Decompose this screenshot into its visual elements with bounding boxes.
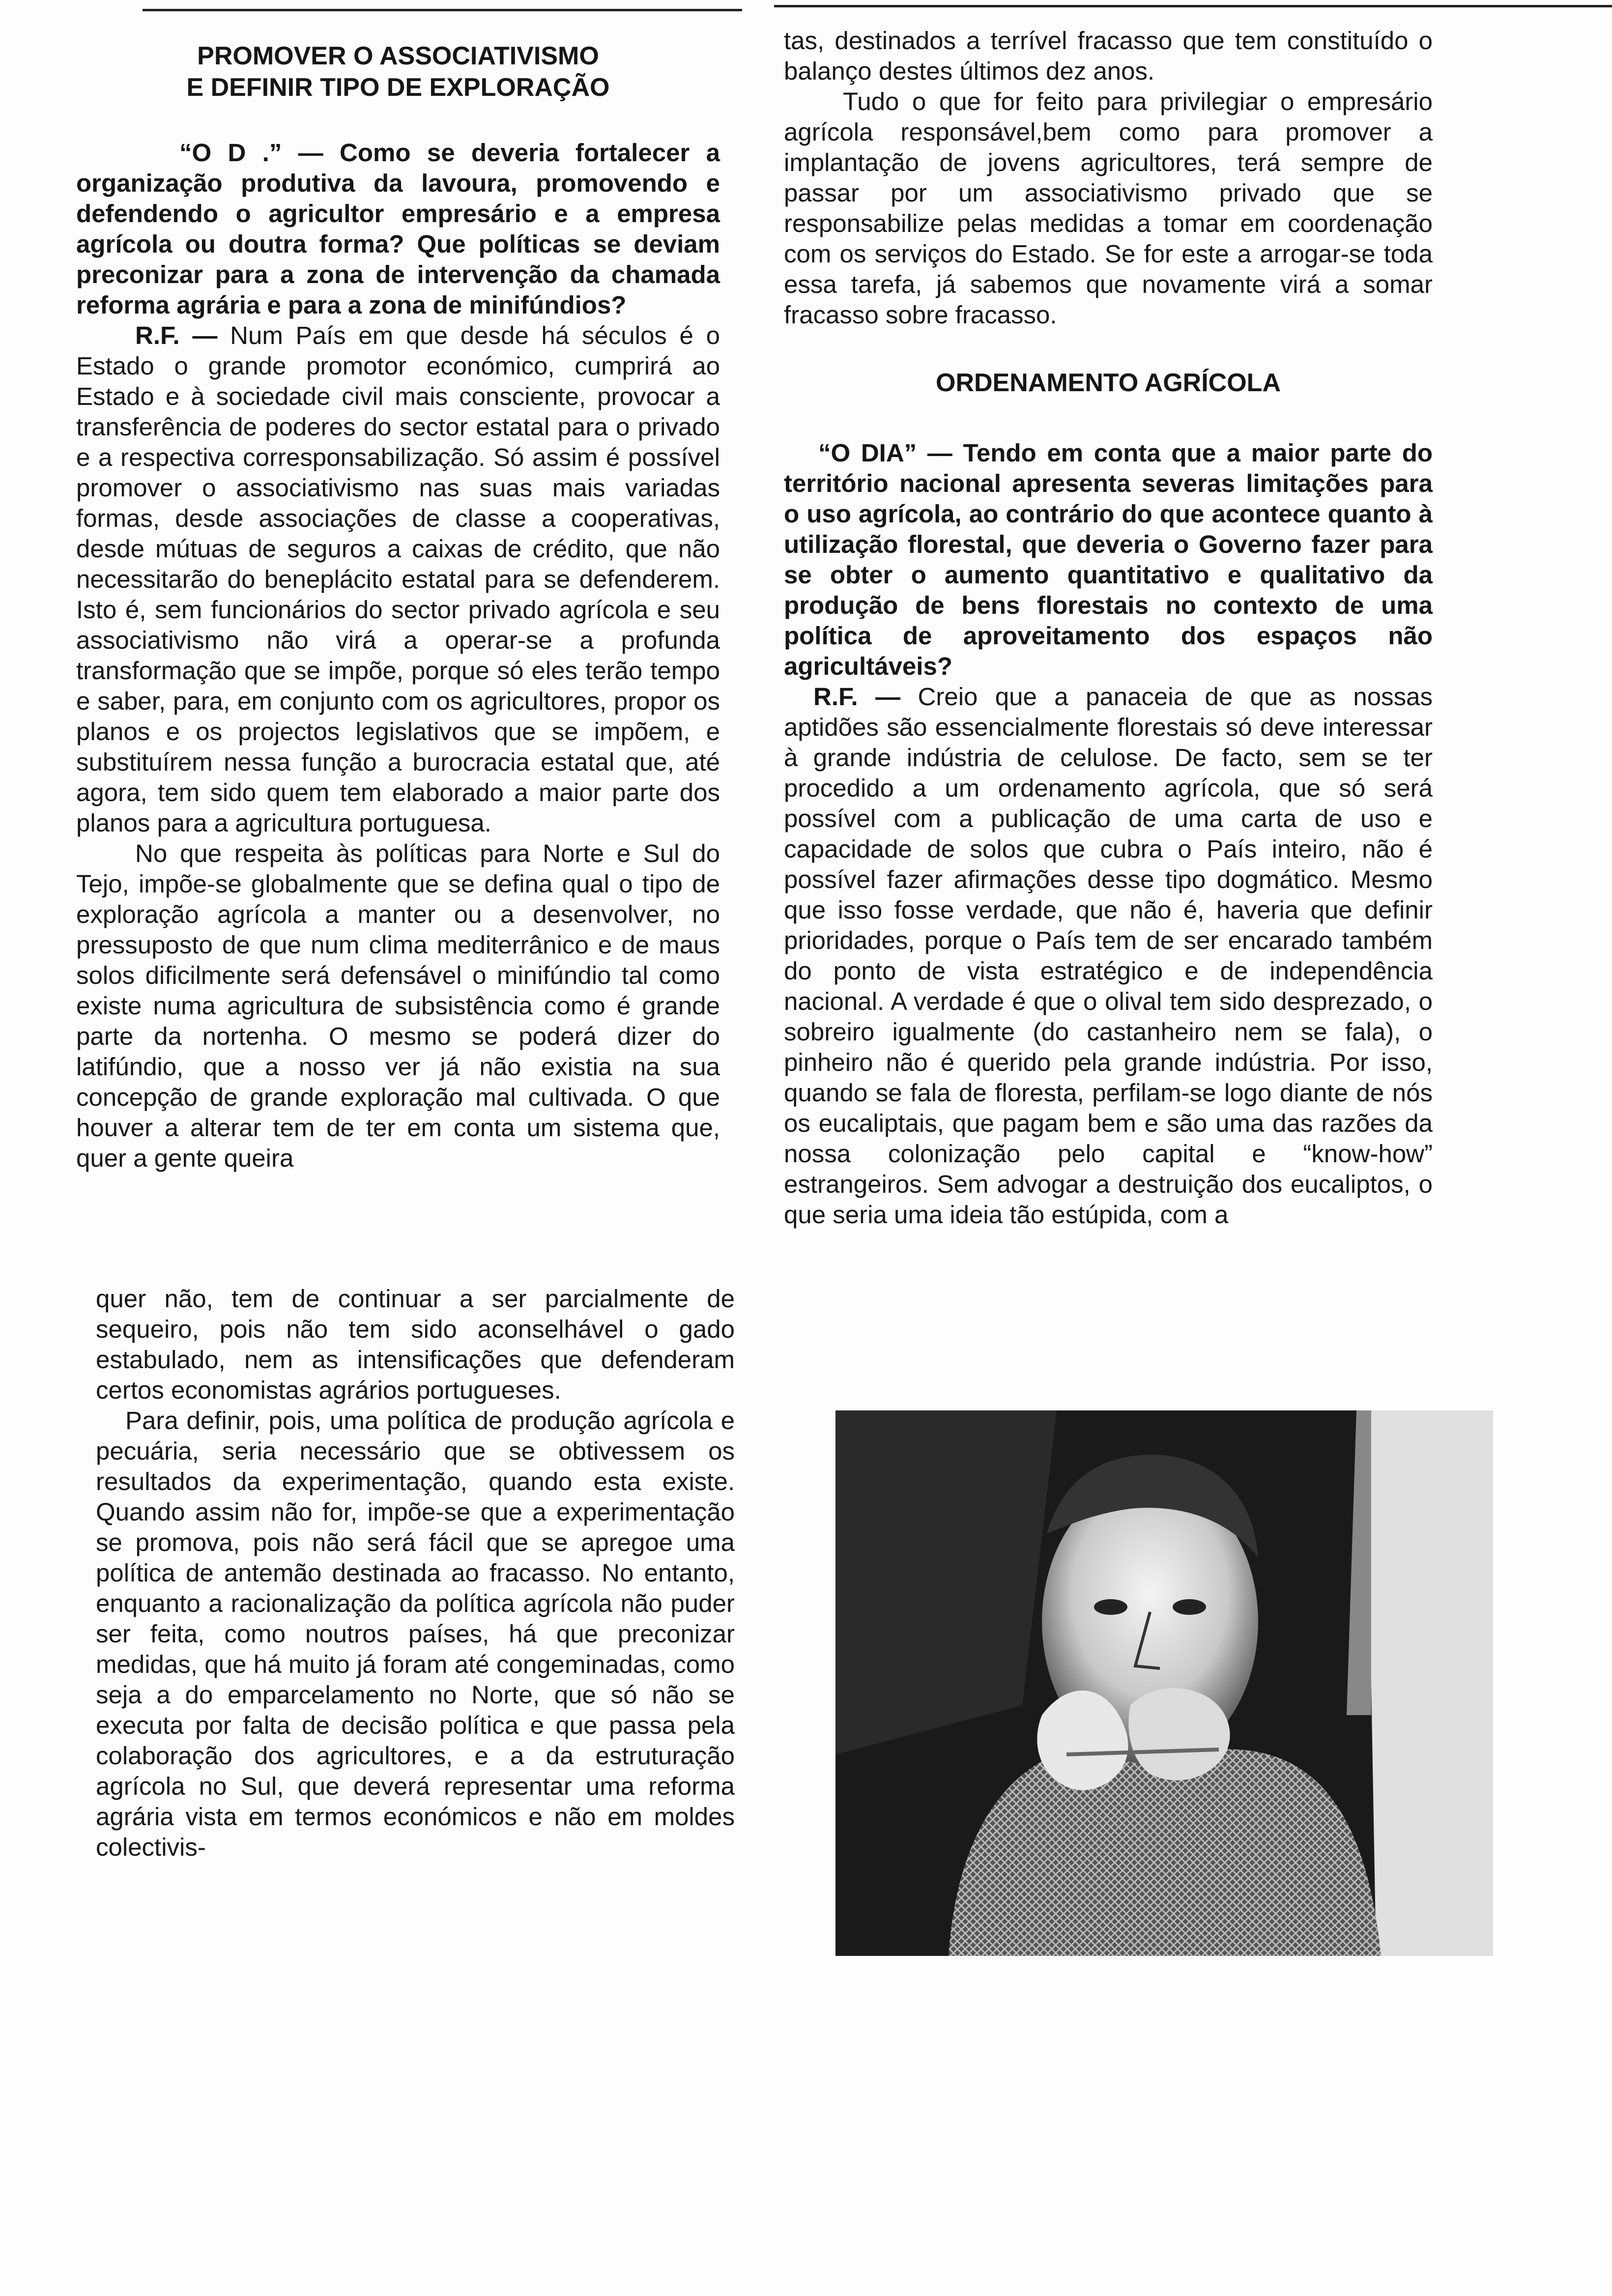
answer-label: R.F. —: [813, 683, 901, 711]
answer-label: R.F. —: [135, 321, 218, 349]
portrait-image: [835, 1410, 1493, 1956]
interview-question: “O DIA” — Tendo em conta que a maior parte do território nacional apresenta severas limitações para o uso agrícola, ao contrário do que acontece quanto à utilização florestal, que deveria o Governo fazer para se obter o aumento quantitativo e qualitativo da produção de bens florestais no contexto de uma política de aproveitamento dos espaços não agricultáveis?: [784, 439, 1433, 680]
right-column: [784, 26, 1433, 1230]
paragraph: tas, destinados a terrível fracasso que tem constituído o balanço destes últimos dez anos.: [784, 27, 1433, 85]
paragraph: Tudo o que for feito para privilegiar o empresário agrícola responsável,bem como para promover a implantação de jovens agricultores, terá sempre de passar por um associativismo privado que se responsabilize pelas medidas a tomar em coordenação com os serviços do Estado. Se for este a arrogar-se toda essa tarefa, já sabemos que novamente virá a somar fracasso sobre fracasso.: [784, 87, 1433, 329]
interview-question: “O D .” — Como se deveria fortalecer a organização produtiva da lavoura, promovendo e defendendo o agricultor empresário e a empresa agrícola ou doutra forma? Que políticas se deviam preconizar para a zona de intervenção da chamada reforma agrária e para a zona de minifúndios?: [76, 139, 720, 319]
top-rule-left: [143, 9, 742, 11]
top-rule-right: [774, 5, 1612, 7]
paragraph: Para definir, pois, uma política de produção agrícola e pecuária, seria necessário que se obtivessem os resultados da experimentação, quando esta existe. Quando assim não for, impõe-se que a experimentação se promova, pois não será fácil que se apregoe uma política de antemão destinada ao fracasso. No entanto, enquanto a racionalização da política agrícola não puder ser feita, como noutros países, há que preconizar medidas, que há muito já foram até congeminadas, como seja a do emparcelamento no Norte, que só não se executa por falta de decisão política e que passa pela colaboração dos agricultores, e a da estruturação agrícola no Sul, que deverá representar uma reforma agrária vista em termos económicos e não em moldes colectivis-: [96, 1406, 735, 1861]
answer-text: Creio que a panaceia de que as nossas aptidões são essencialmente florestais só deve interessar à grande indústria de celulose. De facto, sem se ter procedido a um ordenamento agrícola, que só será possível com a publicação de uma carta de uso e capacidade de solos que cubra o País inteiro, não é possível fazer afirmações desse tipo dogmático. Mesmo que isso fosse verdade, que não é, haveria que definir prioridades, porque o País tem de ser encarado também do ponto de vista estratégico e de independência nacional. A verdade é que o olival tem sido desprezado, o sobreiro igualmente (do castanheiro nem se fala), o pinheiro não é querido pela grande indústria. Por isso, quando se fala de floresta, perfilam-se logo diante de nós os eucaliptais, que pagam bem e são uma das razões da nossa colonização pelo capital e “know-how” estrangeiros. Sem advogar a destruição dos eucaliptos, o que seria uma ideia tão estúpida, com a: [784, 683, 1433, 1229]
left-column: [76, 40, 720, 1174]
heading-ordenamento: ORDENAMENTO AGRÍCOLA: [936, 369, 1281, 397]
answer-paragraph: [76, 320, 720, 838]
heading-associativismo: PROMOVER O ASSOCIATIVISMO: [197, 42, 599, 70]
answer-paragraph: [784, 682, 1433, 1230]
answer-text: Num País em que desde há séculos é o Estado o grande promotor económico, cumprirá ao Estado e à sociedade civil mais consciente, provocar a transferência de poderes do sector estatal para o privado e a respectiva corresponsabilização. Só assim é possível promover o associativismo nas suas mais variadas formas, desde associações de classe a cooperativas, desde mútuas de seguros a caixas de crédito, que não necessitarão do beneplácito estatal para se defenderem. Isto é, sem funcionários do sector privado agrícola e seu associativismo não virá a operar-se a profunda transformação que se impõe, porque só eles terão tempo e saber, para, em conjunto com os agricultores, propor os planos e os projectos legislativos que se impõem, e substituírem nessa função a burocracia estatal que, até agora, tem sido quem tem elaborado a maior parte dos planos para a agricultura portuguesa.: [76, 321, 720, 837]
paragraph: quer não, tem de continuar a ser parcialmente de sequeiro, pois não tem sido aconselhável o gado estabulado, nem as intensificações que defenderam certos economistas agrários portugueses.: [96, 1285, 735, 1404]
answer-paragraph-2: No que respeita às políticas para Norte e Sul do Tejo, impõe-se globalmente que se defina qual o tipo de exploração agrícola a manter ou a desenvolver, no pressuposto de que num clima mediterrânico e de maus solos dificilmente será defensável o minifúndio tal como existe numa agricultura de subsistência como é grande parte da nortenha. O mesmo se poderá dizer do latifúndio, que a nosso ver já não existia na sua concepção de grande exploração mal cultivada. O que houver a alterar tem de ter em conta um sistema que, quer a gente queira: [76, 839, 720, 1172]
left-column-lower: [96, 1284, 735, 1863]
heading-exploracao: E DEFINIR TIPO DE EXPLORAÇÃO: [186, 73, 610, 102]
portrait-photo: [835, 1410, 1493, 1956]
